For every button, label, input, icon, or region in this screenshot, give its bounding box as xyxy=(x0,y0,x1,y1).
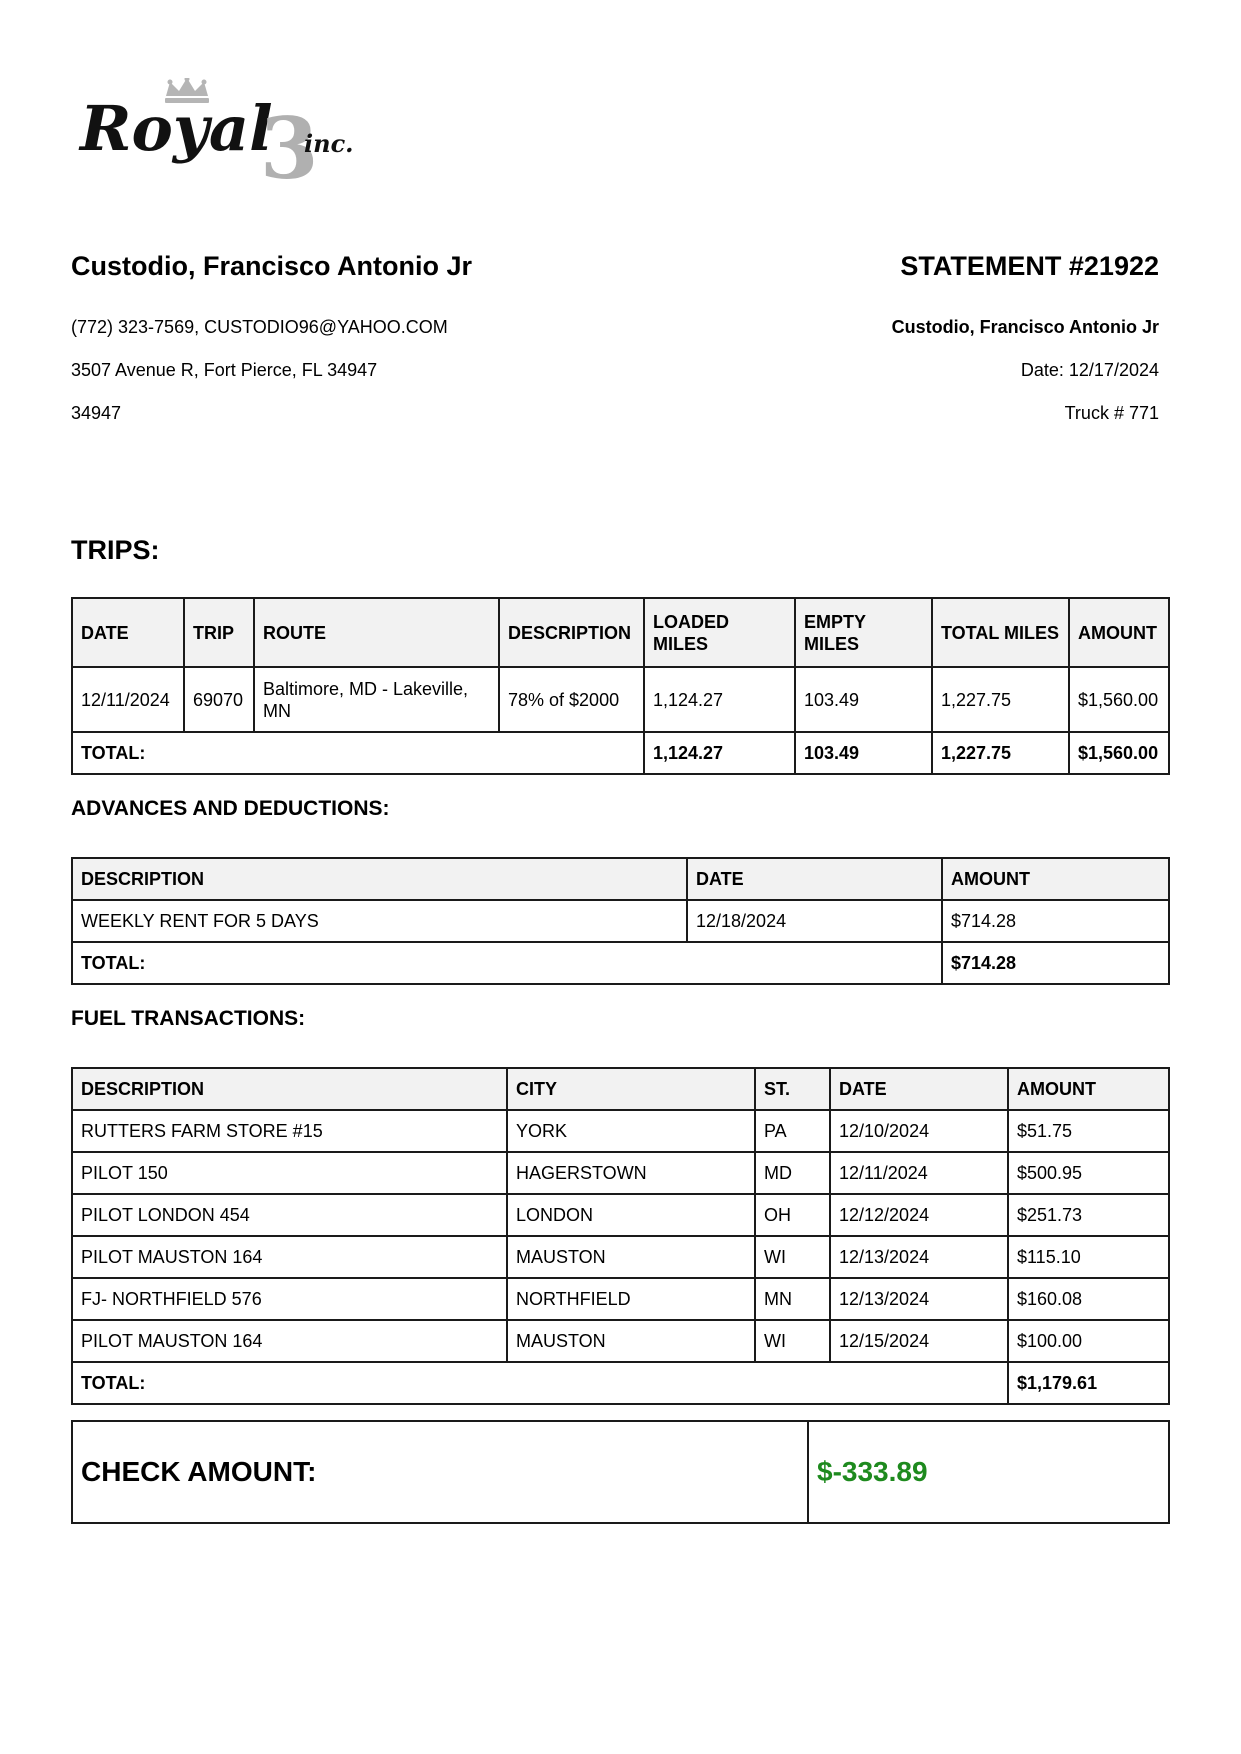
company-logo xyxy=(78,78,383,193)
table-row xyxy=(72,1236,1169,1278)
table-cell: 12/10/2024 xyxy=(830,1110,1008,1152)
table-cell: PILOT 150 xyxy=(72,1152,507,1194)
statement-truck: Truck # 771 xyxy=(1064,403,1159,423)
table-cell: YORK xyxy=(507,1110,755,1152)
total-row xyxy=(72,732,1169,774)
table-cell: 1,227.75 xyxy=(932,667,1069,732)
logo-suffix: inc. xyxy=(304,129,354,158)
table-cell: 12/11/2024 xyxy=(830,1152,1008,1194)
table-cell: $1,560.00 xyxy=(1069,667,1169,732)
table-row xyxy=(72,900,1169,942)
table-row xyxy=(72,1152,1169,1194)
total-row xyxy=(72,942,1169,984)
table-cell: $251.73 xyxy=(1008,1194,1169,1236)
table-cell: FJ- NORTHFIELD 576 xyxy=(72,1278,507,1320)
column-header: ROUTE xyxy=(254,598,499,667)
table-cell: MAUSTON xyxy=(507,1236,755,1278)
check-amount-value: $-333.89 xyxy=(808,1421,1169,1523)
column-header: AMOUNT xyxy=(1008,1068,1169,1110)
table-cell: HAGERSTOWN xyxy=(507,1152,755,1194)
driver-info xyxy=(71,248,631,424)
table-cell: 69070 xyxy=(184,667,254,732)
column-header: DESCRIPTION xyxy=(72,1068,507,1110)
table-cell: $51.75 xyxy=(1008,1110,1169,1152)
table-cell: $100.00 xyxy=(1008,1320,1169,1362)
total-row xyxy=(72,1362,1169,1404)
column-header: DATE xyxy=(830,1068,1008,1110)
column-header: AMOUNT xyxy=(942,858,1169,900)
table-cell: PA xyxy=(755,1110,830,1152)
table-header-row xyxy=(72,858,1169,900)
table-cell: PILOT LONDON 454 xyxy=(72,1194,507,1236)
table-row xyxy=(72,1194,1169,1236)
total-cell: 103.49 xyxy=(795,732,932,774)
column-header: AMOUNT xyxy=(1069,598,1169,667)
table-row xyxy=(72,1320,1169,1362)
total-label: TOTAL: xyxy=(72,732,644,774)
column-header: DATE xyxy=(687,858,942,900)
table-cell: 12/18/2024 xyxy=(687,900,942,942)
advances-table xyxy=(71,857,1170,985)
column-header: ST. xyxy=(755,1068,830,1110)
table-header-row xyxy=(72,598,1169,667)
total-cell: $1,179.61 xyxy=(1008,1362,1169,1404)
table-cell: $115.10 xyxy=(1008,1236,1169,1278)
total-cell: 1,227.75 xyxy=(932,732,1069,774)
table-cell: WI xyxy=(755,1320,830,1362)
table-cell: RUTTERS FARM STORE #15 xyxy=(72,1110,507,1152)
table-row xyxy=(72,1110,1169,1152)
statement-title: STATEMENT #21922 xyxy=(900,251,1159,281)
table-row xyxy=(72,667,1169,732)
table-cell: $714.28 xyxy=(942,900,1169,942)
column-header: TRIP xyxy=(184,598,254,667)
column-header: LOADED MILES xyxy=(644,598,795,667)
table-cell: PILOT MAUSTON 164 xyxy=(72,1320,507,1362)
statement-date: Date: 12/17/2024 xyxy=(1020,360,1159,380)
trips-table xyxy=(71,597,1170,775)
total-cell: 1,124.27 xyxy=(644,732,795,774)
table-cell: NORTHFIELD xyxy=(507,1278,755,1320)
table-cell: $160.08 xyxy=(1008,1278,1169,1320)
table-cell: 78% of $2000 xyxy=(499,667,644,732)
table-cell: MN xyxy=(755,1278,830,1320)
driver-zip: 34947 xyxy=(71,403,122,423)
check-amount-box xyxy=(71,1420,1170,1524)
column-header: EMPTY MILES xyxy=(795,598,932,667)
table-cell: OH xyxy=(755,1194,830,1236)
table-cell: $500.95 xyxy=(1008,1152,1169,1194)
total-label: TOTAL: xyxy=(72,942,942,984)
total-cell: $714.28 xyxy=(942,942,1169,984)
table-cell: MD xyxy=(755,1152,830,1194)
total-cell: $1,560.00 xyxy=(1069,732,1169,774)
table-cell: WEEKLY RENT FOR 5 DAYS xyxy=(72,900,687,942)
statement-name: Custodio, Francisco Antonio Jr xyxy=(891,317,1159,337)
column-header: DATE xyxy=(72,598,184,667)
table-cell: 12/12/2024 xyxy=(830,1194,1008,1236)
logo-brand: Royal xyxy=(80,92,273,165)
table-cell: 12/13/2024 xyxy=(830,1278,1008,1320)
driver-address: 3507 Avenue R, Fort Pierce, FL 34947 xyxy=(71,360,378,380)
column-header: TOTAL MILES xyxy=(932,598,1069,667)
driver-name: Custodio, Francisco Antonio Jr xyxy=(71,251,473,281)
check-amount-row xyxy=(72,1421,1169,1523)
fuel-table xyxy=(71,1067,1170,1405)
table-header-row xyxy=(72,1068,1169,1110)
column-header: DESCRIPTION xyxy=(499,598,644,667)
advances-title: ADVANCES AND DEDUCTIONS: xyxy=(71,797,390,820)
table-cell: 1,124.27 xyxy=(644,667,795,732)
table-cell: LONDON xyxy=(507,1194,755,1236)
table-cell: 103.49 xyxy=(795,667,932,732)
column-header: DESCRIPTION xyxy=(72,858,687,900)
check-amount-label: CHECK AMOUNT: xyxy=(72,1421,808,1523)
table-cell: WI xyxy=(755,1236,830,1278)
table-cell: 12/13/2024 xyxy=(830,1236,1008,1278)
table-row xyxy=(72,1278,1169,1320)
driver-contact: (772) 323-7569, CUSTODIO96@YAHOO.COM xyxy=(71,317,448,337)
column-header: CITY xyxy=(507,1068,755,1110)
fuel-title: FUEL TRANSACTIONS: xyxy=(71,1007,306,1030)
total-label: TOTAL: xyxy=(72,1362,1008,1404)
table-cell: MAUSTON xyxy=(507,1320,755,1362)
statement-info xyxy=(599,248,1159,424)
trips-title: TRIPS: xyxy=(71,535,160,565)
table-cell: Baltimore, MD - Lakeville, MN xyxy=(254,667,499,732)
table-cell: 12/11/2024 xyxy=(72,667,184,732)
logo-numeral: 3 xyxy=(260,99,319,193)
table-cell: 12/15/2024 xyxy=(830,1320,1008,1362)
table-cell: PILOT MAUSTON 164 xyxy=(72,1236,507,1278)
